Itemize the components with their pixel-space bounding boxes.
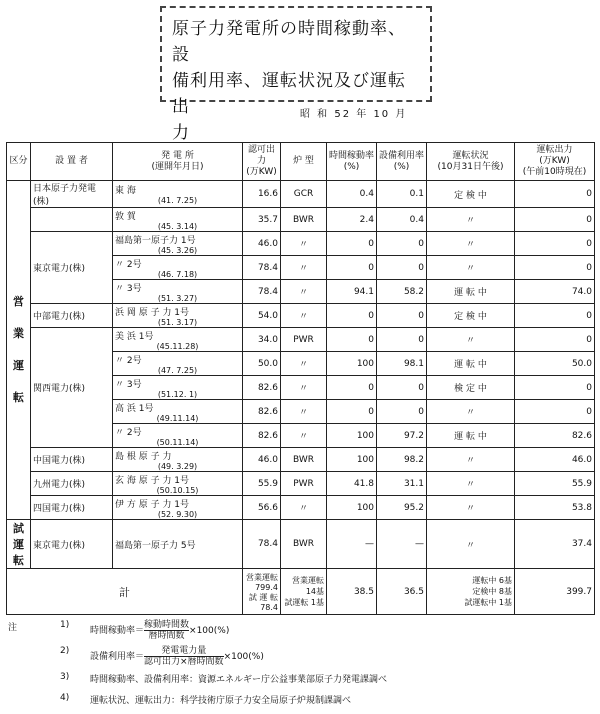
output-cell: 0 <box>515 376 595 400</box>
status-cell: 〃 <box>427 472 515 496</box>
output-cell: 0 <box>515 208 595 232</box>
status-cell: 運 転 中 <box>427 424 515 448</box>
header-status: 運転状況 (10月31日午後) <box>427 143 515 181</box>
plant-cell: 島 根 原 子 力 (49. 3.29) <box>113 448 243 472</box>
output-cell: 74.0 <box>515 280 595 304</box>
plant-cell: 〃 2号 (50.11.14) <box>113 424 243 448</box>
total-time-rate: 38.5 <box>327 569 377 615</box>
output-cell: 82.6 <box>515 424 595 448</box>
reactor-cell: 〃 <box>281 352 327 376</box>
table-row <box>7 472 595 496</box>
table-row <box>7 520 595 569</box>
header-time-rate: 時間稼動率 (%) <box>327 143 377 181</box>
status-cell: 〃 <box>427 328 515 352</box>
reactor-cell: BWR <box>281 520 327 569</box>
output-cell: 0 <box>515 232 595 256</box>
header-row <box>7 143 595 181</box>
capacity-cell: 82.6 <box>243 424 281 448</box>
plant-cell: 福島第一原子力 5号 <box>113 520 243 569</box>
header-output: 運転出力 (万KW) (午前10時現在) <box>515 143 595 181</box>
output-cell: 50.0 <box>515 352 595 376</box>
time-rate-cell: 0 <box>327 376 377 400</box>
plant-cell: 福島第一原子力 1号 (45. 3.26) <box>113 232 243 256</box>
capacity-cell: 46.0 <box>243 232 281 256</box>
operator-cell: 中国電力(株) <box>31 448 113 472</box>
total-row <box>7 569 595 615</box>
status-cell: 検 定 中 <box>427 376 515 400</box>
capacity-cell: 82.6 <box>243 376 281 400</box>
output-cell: 0 <box>515 256 595 280</box>
capacity-cell: 46.0 <box>243 448 281 472</box>
plant-cell: 〃 2号 (47. 7.25) <box>113 352 243 376</box>
operator-cell: 関西電力(株) <box>31 328 113 448</box>
time-rate-cell: 100 <box>327 352 377 376</box>
note-3: 3) 時間稼動率、設備利用率：資源エネルギー庁公益事業部原子力発電課調べ <box>60 672 388 685</box>
time-rate-cell: 41.8 <box>327 472 377 496</box>
report-date: 昭 和 52 年 10 月 <box>300 109 408 120</box>
operator-cell: 九州電力(株) <box>31 472 113 496</box>
total-label: 計 <box>7 569 243 615</box>
status-cell: 〃 <box>427 448 515 472</box>
capacity-cell: 82.6 <box>243 400 281 424</box>
table-row <box>7 328 595 352</box>
plant-cell: 〃 3号 (51. 3.27) <box>113 280 243 304</box>
reactor-cell: BWR <box>281 208 327 232</box>
capacity-cell: 16.6 <box>243 181 281 208</box>
total-output: 399.7 <box>515 569 595 615</box>
plant-cell: 玄 海 原 子 力 1号 (50.10.15) <box>113 472 243 496</box>
title-line-3: 力 <box>172 123 190 143</box>
output-cell: 37.4 <box>515 520 595 569</box>
status-cell: 運 転 中 <box>427 280 515 304</box>
output-cell: 0 <box>515 304 595 328</box>
operator-cell: 日本原子力発電(株) <box>31 181 113 208</box>
time-rate-cell: 100 <box>327 424 377 448</box>
total-util: 36.5 <box>377 569 427 615</box>
util-cell: 0 <box>377 376 427 400</box>
output-cell: 46.0 <box>515 448 595 472</box>
reactor-cell: GCR <box>281 181 327 208</box>
output-cell: 0 <box>515 400 595 424</box>
util-cell: 58.2 <box>377 280 427 304</box>
capacity-cell: 78.4 <box>243 520 281 569</box>
time-rate-cell: 0 <box>327 304 377 328</box>
util-cell: 0.1 <box>377 181 427 208</box>
util-cell: 98.1 <box>377 352 427 376</box>
reactor-cell: 〃 <box>281 400 327 424</box>
util-cell: 0 <box>377 304 427 328</box>
title-line-1: 原子力発電所の時間稼動率、設 <box>172 19 406 65</box>
table-row <box>7 304 595 328</box>
output-cell: 0 <box>515 328 595 352</box>
capacity-cell: 56.6 <box>243 496 281 520</box>
time-rate-cell: 0 <box>327 328 377 352</box>
operator-cell <box>31 208 113 232</box>
util-cell: 31.1 <box>377 472 427 496</box>
util-cell: 98.2 <box>377 448 427 472</box>
output-cell: 55.9 <box>515 472 595 496</box>
header-reactor: 炉 型 <box>281 143 327 181</box>
time-rate-cell: 0 <box>327 256 377 280</box>
time-rate-cell: 0 <box>327 400 377 424</box>
time-rate-cell: 2.4 <box>327 208 377 232</box>
class-commercial: 営 業 運 転 <box>7 181 31 520</box>
header-capacity: 認可出力 (万KW) <box>243 143 281 181</box>
plant-cell: 浜 岡 原 子 力 1号 (51. 3.17) <box>113 304 243 328</box>
capacity-cell: 35.7 <box>243 208 281 232</box>
plant-cell: 高 浜 1号 (49.11.14) <box>113 400 243 424</box>
operator-cell: 東京電力(株) <box>31 232 113 304</box>
notes <box>8 620 593 714</box>
plant-cell: 東 海 (41. 7.25) <box>113 181 243 208</box>
time-rate-cell: 0 <box>327 232 377 256</box>
output-cell: 53.8 <box>515 496 595 520</box>
status-cell: 〃 <box>427 520 515 569</box>
util-cell: 97.2 <box>377 424 427 448</box>
status-cell: 定 検 中 <box>427 304 515 328</box>
table-row <box>7 448 595 472</box>
capacity-cell: 55.9 <box>243 472 281 496</box>
note-2: 2) 設備利用率＝ $\frac{\text{発電電力量}}{\text{認可出力×暦時間数}}$ ×100(%) <box>60 646 264 667</box>
util-cell: 0 <box>377 256 427 280</box>
operator-cell: 中部電力(株) <box>31 304 113 328</box>
plant-cell: 敦 賀 (45. 3.14) <box>113 208 243 232</box>
reactor-cell: 〃 <box>281 304 327 328</box>
table-row <box>7 208 595 232</box>
status-cell: 〃 <box>427 400 515 424</box>
status-cell: 〃 <box>427 496 515 520</box>
util-cell: — <box>377 520 427 569</box>
util-cell: 0 <box>377 232 427 256</box>
note-4: 4) 運転状況、運転出力：科学技術庁原子力安全局原子炉規制課調べ <box>60 693 352 706</box>
status-cell: 〃 <box>427 208 515 232</box>
total-capacity: 営業運転 799.4 試 運 転 78.4 <box>243 569 281 615</box>
total-reactor: 営業運転 14基 試運転 1基 <box>281 569 327 615</box>
plant-cell: 美 浜 1号 (45.11.28) <box>113 328 243 352</box>
reactor-cell: 〃 <box>281 424 327 448</box>
capacity-cell: 50.0 <box>243 352 281 376</box>
time-rate-cell: — <box>327 520 377 569</box>
reactor-cell: PWR <box>281 472 327 496</box>
time-rate-cell: 94.1 <box>327 280 377 304</box>
util-cell: 0 <box>377 400 427 424</box>
plant-cell: 伊 方 原 子 力 1号 (52. 9.30) <box>113 496 243 520</box>
time-rate-cell: 100 <box>327 448 377 472</box>
status-cell: 〃 <box>427 256 515 280</box>
time-rate-cell: 100 <box>327 496 377 520</box>
util-cell: 0.4 <box>377 208 427 232</box>
reactor-cell: 〃 <box>281 256 327 280</box>
operator-cell: 四国電力(株) <box>31 496 113 520</box>
reactor-cell: BWR <box>281 448 327 472</box>
title-line-2: 備利用率、運転状況及び運転出 <box>172 71 406 117</box>
status-cell: 定 検 中 <box>427 181 515 208</box>
class-trial: 試運転 <box>7 520 31 569</box>
status-cell: 〃 <box>427 232 515 256</box>
reactor-table <box>6 142 595 615</box>
capacity-cell: 54.0 <box>243 304 281 328</box>
header-operator: 設 置 者 <box>31 143 113 181</box>
reactor-cell: PWR <box>281 328 327 352</box>
output-cell: 0 <box>515 181 595 208</box>
header-plant: 発 電 所 (運開年月日) <box>113 143 243 181</box>
table-row <box>7 181 595 208</box>
reactor-cell: 〃 <box>281 232 327 256</box>
reactor-cell: 〃 <box>281 376 327 400</box>
capacity-cell: 78.4 <box>243 256 281 280</box>
reactor-cell: 〃 <box>281 280 327 304</box>
status-cell: 運 転 中 <box>427 352 515 376</box>
header-classification: 区分 <box>7 143 31 181</box>
util-cell: 0 <box>377 328 427 352</box>
header-util: 設備利用率 (%) <box>377 143 427 181</box>
plant-cell: 〃 2号 (46. 7.18) <box>113 256 243 280</box>
note-1: 注 1) 時間稼動率＝ $\frac{\text{稼動時間数}}{\text{暦時間数}}$ ×100(%) <box>8 620 230 641</box>
total-status: 運転中 6基 定検中 8基 試運転中 1基 <box>427 569 515 615</box>
capacity-cell: 34.0 <box>243 328 281 352</box>
time-rate-cell: 0.4 <box>327 181 377 208</box>
plant-cell: 〃 3号 (51.12. 1) <box>113 376 243 400</box>
reactor-cell: 〃 <box>281 496 327 520</box>
util-cell: 95.2 <box>377 496 427 520</box>
table-row <box>7 496 595 520</box>
capacity-cell: 78.4 <box>243 280 281 304</box>
operator-cell: 東京電力(株) <box>31 520 113 569</box>
table-row <box>7 232 595 256</box>
